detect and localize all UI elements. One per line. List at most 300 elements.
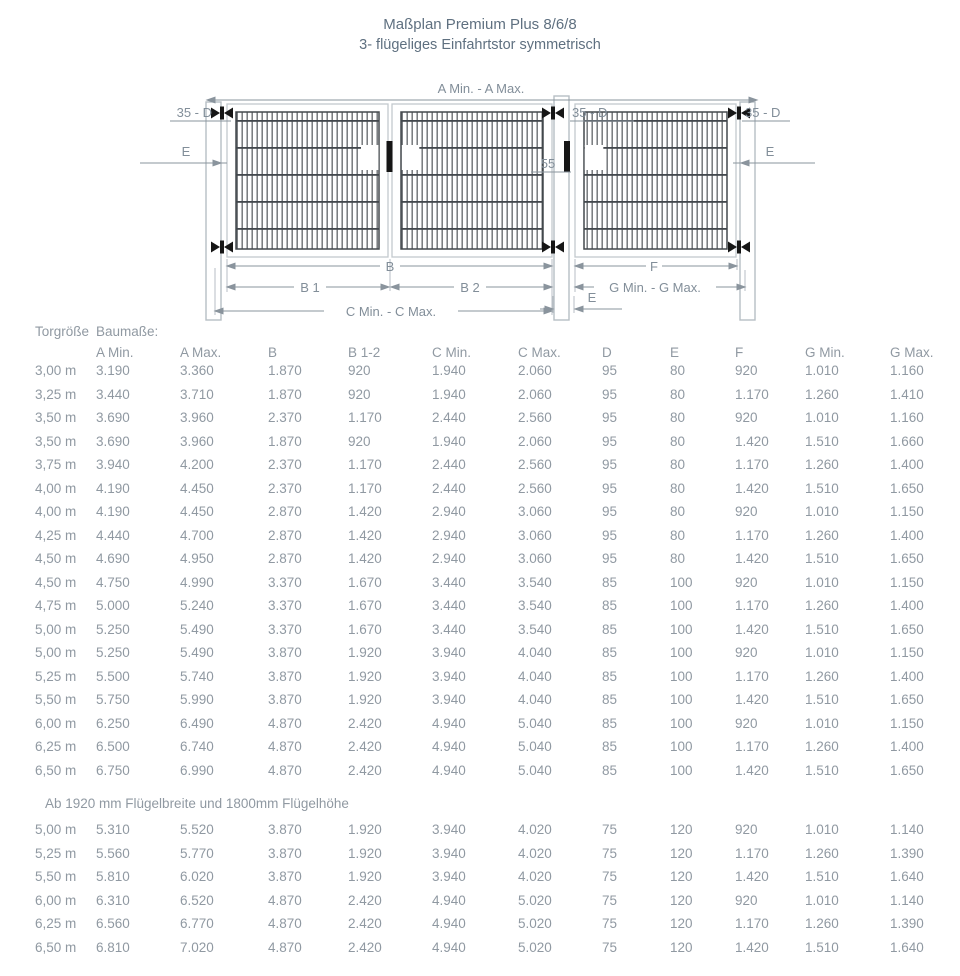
table-cell: 6.490: [180, 715, 214, 731]
table-cell: 920: [348, 433, 371, 449]
table-cell: 80: [670, 480, 686, 496]
table-cell: 1.140: [890, 822, 924, 838]
table-cell: 5.020: [518, 892, 552, 908]
table-cell: 85: [602, 598, 618, 614]
table-cell: 1.420: [735, 692, 769, 708]
table-cell: 5,25 m: [35, 668, 77, 684]
table-cell: 3.940: [432, 692, 466, 708]
table-cell: 1.160: [890, 363, 924, 379]
table-cell: 1.420: [735, 939, 769, 955]
table-cell: 5,25 m: [35, 845, 77, 861]
table-cell: 1.660: [890, 433, 924, 449]
table-cell: 4.020: [518, 845, 552, 861]
label-b2: B 2: [460, 280, 480, 295]
table-cell: 6,00 m: [35, 715, 77, 731]
table-cell: 85: [602, 574, 618, 590]
table-cell: 100: [670, 692, 693, 708]
table-cell: 95: [602, 433, 618, 449]
table-cell: 3.940: [96, 457, 130, 473]
table-row: [0, 759, 960, 783]
table-cell: 5,00 m: [35, 645, 77, 661]
table-cell: 6.810: [96, 939, 130, 955]
table-cell: 5.810: [96, 869, 130, 885]
table-cell: 1.010: [805, 822, 839, 838]
table-cell: 1.170: [348, 457, 382, 473]
table-cell: 3.060: [518, 551, 552, 567]
table-cell: 1.150: [890, 715, 924, 731]
table-cell: 920: [735, 574, 758, 590]
table-cell: 1.400: [890, 668, 924, 684]
table-cell: 1.390: [890, 845, 924, 861]
table-cell: 5,00 m: [35, 822, 77, 838]
table-cell: 2.870: [268, 551, 302, 567]
table-cell: 5.040: [518, 715, 552, 731]
table-cell: 85: [602, 762, 618, 778]
label-b: B: [385, 259, 395, 274]
table-cell: 1.670: [348, 621, 382, 637]
table-cell: 1.170: [735, 668, 769, 684]
table-cell: 120: [670, 822, 693, 838]
table-cell: 1.640: [890, 939, 924, 955]
table-section-large-wings: [0, 818, 960, 959]
table-cell: 4.450: [180, 480, 214, 496]
table-cell: 1.650: [890, 480, 924, 496]
table-cell: 5.520: [180, 822, 214, 838]
table-cell: 4.940: [432, 739, 466, 755]
table-cell: 920: [735, 822, 758, 838]
table-cell: 1.510: [805, 551, 839, 567]
table-cell: 1.870: [268, 433, 302, 449]
table-cell: 3.870: [268, 869, 302, 885]
table-row: [0, 359, 960, 383]
table-cell: 95: [602, 527, 618, 543]
table-cell: 1.510: [805, 762, 839, 778]
column-header: B: [268, 345, 278, 361]
table-cell: 2.560: [518, 410, 552, 426]
label-f: F: [650, 259, 658, 274]
table-row: [0, 618, 960, 642]
table-cell: 4.190: [96, 480, 130, 496]
column-header: Torgröße: [35, 324, 90, 340]
table-row: [0, 383, 960, 407]
table-row: [0, 641, 960, 665]
table-cell: 2.420: [348, 892, 382, 908]
table-cell: 95: [602, 504, 618, 520]
table-cell: 1.260: [805, 527, 839, 543]
table-cell: 3.440: [432, 574, 466, 590]
table-cell: 1.400: [890, 598, 924, 614]
table-cell: 5.250: [96, 645, 130, 661]
label-d-mid: 35 - D: [572, 105, 608, 120]
table-cell: 1.170: [735, 386, 769, 402]
table-row: [0, 547, 960, 571]
table-cell: 2.560: [518, 457, 552, 473]
table-cell: 3.960: [180, 433, 214, 449]
table-cell: 1.920: [348, 668, 382, 684]
table-cell: 1.670: [348, 598, 382, 614]
table-cell: 1.010: [805, 645, 839, 661]
table-cell: 80: [670, 363, 686, 379]
table-cell: 1.920: [348, 845, 382, 861]
table-cell: 2.060: [518, 363, 552, 379]
table-cell: 1.170: [735, 739, 769, 755]
column-header: G Max.: [890, 345, 934, 361]
table-cell: 1.170: [735, 598, 769, 614]
table-cell: 3.540: [518, 621, 552, 637]
label-d-right: 35 - D: [745, 105, 781, 120]
table-row: [0, 430, 960, 454]
table-cell: 80: [670, 504, 686, 520]
table-cell: 4.870: [268, 939, 302, 955]
table-cell: 1.170: [735, 527, 769, 543]
table-cell: 1.420: [735, 433, 769, 449]
page-title: Maßplan Premium Plus 8/6/8: [383, 16, 577, 33]
table-cell: 1.260: [805, 916, 839, 932]
table-cell: 4.940: [432, 762, 466, 778]
table-cell: 100: [670, 621, 693, 637]
table-cell: 1.150: [890, 645, 924, 661]
table-cell: 1.400: [890, 527, 924, 543]
table-cell: 80: [670, 410, 686, 426]
table-cell: 100: [670, 715, 693, 731]
table-section-note: Ab 1920 mm Flügelbreite und 1800mm Flügelhöhe: [45, 796, 349, 811]
table-cell: 920: [735, 410, 758, 426]
table-cell: 2.420: [348, 916, 382, 932]
table-cell: 5.770: [180, 845, 214, 861]
table-cell: 5.490: [180, 621, 214, 637]
table-cell: 4.040: [518, 668, 552, 684]
table-cell: 6.020: [180, 869, 214, 885]
column-header: D: [602, 345, 612, 361]
table-cell: 6,25 m: [35, 916, 77, 932]
table-cell: 3.870: [268, 822, 302, 838]
table-cell: 85: [602, 739, 618, 755]
table-cell: 3.940: [432, 668, 466, 684]
table-cell: 6.560: [96, 916, 130, 932]
page-subtitle: 3- flügeliges Einfahrtstor symmetrisch: [359, 37, 601, 53]
table-cell: 1.260: [805, 739, 839, 755]
table-cell: 85: [602, 715, 618, 731]
table-cell: 1.390: [890, 916, 924, 932]
table-cell: 1.010: [805, 715, 839, 731]
table-cell: 100: [670, 739, 693, 755]
table-cell: 1.010: [805, 410, 839, 426]
table-cell: 920: [348, 386, 371, 402]
table-cell: 1.870: [268, 363, 302, 379]
table-cell: 80: [670, 551, 686, 567]
table-row: [0, 936, 960, 960]
table-row: [0, 842, 960, 866]
table-cell: 2.420: [348, 939, 382, 955]
table-cell: 75: [602, 892, 618, 908]
table-cell: 80: [670, 457, 686, 473]
table-cell: 85: [602, 692, 618, 708]
table-cell: 920: [735, 645, 758, 661]
table-cell: 1.920: [348, 869, 382, 885]
table-cell: 1.420: [735, 869, 769, 885]
table-cell: 4.200: [180, 457, 214, 473]
table-cell: 75: [602, 845, 618, 861]
table-cell: 4,50 m: [35, 574, 77, 590]
table-cell: 1.510: [805, 480, 839, 496]
table-section-standard: [0, 359, 960, 782]
table-cell: 2.940: [432, 551, 466, 567]
table-cell: 100: [670, 645, 693, 661]
table-cell: 4.020: [518, 869, 552, 885]
table-row: [0, 594, 960, 618]
table-cell: 2.060: [518, 433, 552, 449]
table-cell: 1.510: [805, 621, 839, 637]
table-cell: 1.170: [735, 916, 769, 932]
table-cell: 1.150: [890, 504, 924, 520]
table-cell: 920: [348, 363, 371, 379]
table-cell: 1.260: [805, 845, 839, 861]
table-cell: 3.440: [96, 386, 130, 402]
table-cell: 3.940: [432, 869, 466, 885]
table-cell: 4.870: [268, 762, 302, 778]
table-cell: 1.920: [348, 692, 382, 708]
column-header: E: [670, 345, 680, 361]
table-cell: 6.250: [96, 715, 130, 731]
table-row: [0, 865, 960, 889]
table-cell: 4,00 m: [35, 504, 77, 520]
table-cell: 120: [670, 892, 693, 908]
table-cell: 80: [670, 386, 686, 402]
table-cell: 3.870: [268, 668, 302, 684]
table-cell: 4.040: [518, 645, 552, 661]
table-cell: 1.640: [890, 869, 924, 885]
table-cell: 5.560: [96, 845, 130, 861]
table-cell: 3,50 m: [35, 433, 77, 449]
table-cell: 1.160: [890, 410, 924, 426]
table-cell: 6.740: [180, 739, 214, 755]
label-55: 55: [540, 156, 556, 171]
table-cell: 120: [670, 916, 693, 932]
table-cell: 2.420: [348, 762, 382, 778]
table-cell: 1.920: [348, 822, 382, 838]
table-cell: 4.940: [432, 916, 466, 932]
table-cell: 120: [670, 845, 693, 861]
table-cell: 6.750: [96, 762, 130, 778]
table-cell: 6.990: [180, 762, 214, 778]
label-b1: B 1: [300, 280, 320, 295]
table-cell: 1.260: [805, 386, 839, 402]
table-cell: 5.250: [96, 621, 130, 637]
table-cell: 4,25 m: [35, 527, 77, 543]
table-cell: 4.940: [432, 939, 466, 955]
table-cell: 4.190: [96, 504, 130, 520]
table-cell: 95: [602, 457, 618, 473]
table-cell: 4,75 m: [35, 598, 77, 614]
table-cell: 1.010: [805, 504, 839, 520]
table-row: [0, 665, 960, 689]
table-cell: 1.670: [348, 574, 382, 590]
column-header: B 1-2: [348, 345, 381, 361]
table-cell: 85: [602, 645, 618, 661]
table-cell: 3.870: [268, 692, 302, 708]
table-cell: 4,50 m: [35, 551, 77, 567]
table-cell: 3.940: [432, 645, 466, 661]
table-cell: 5.990: [180, 692, 214, 708]
table-cell: 1.010: [805, 363, 839, 379]
table-cell: 920: [735, 715, 758, 731]
table-cell: 6.500: [96, 739, 130, 755]
table-cell: 4.750: [96, 574, 130, 590]
table-cell: 1.170: [348, 480, 382, 496]
table-cell: 3.370: [268, 574, 302, 590]
table-cell: 5.020: [518, 916, 552, 932]
table-row: [0, 571, 960, 595]
table-cell: 4.870: [268, 739, 302, 755]
table-cell: 1.260: [805, 598, 839, 614]
table-cell: 4.440: [96, 527, 130, 543]
table-cell: 2.440: [432, 410, 466, 426]
table-cell: 1.170: [735, 845, 769, 861]
table-row: [0, 688, 960, 712]
table-cell: 3.940: [432, 822, 466, 838]
table-cell: 2.420: [348, 739, 382, 755]
table-cell: 5.740: [180, 668, 214, 684]
table-cell: 75: [602, 916, 618, 932]
table-cell: 6,00 m: [35, 892, 77, 908]
table-cell: 920: [735, 363, 758, 379]
table-cell: 2.420: [348, 715, 382, 731]
table-cell: 5.750: [96, 692, 130, 708]
table-cell: 3.190: [96, 363, 130, 379]
table-cell: 3.870: [268, 645, 302, 661]
table-cell: 120: [670, 869, 693, 885]
table-cell: 3,25 m: [35, 386, 77, 402]
table-cell: 3.370: [268, 621, 302, 637]
table-cell: 1.420: [735, 480, 769, 496]
table-cell: 1.940: [432, 433, 466, 449]
table-cell: 4.450: [180, 504, 214, 520]
table-cell: 95: [602, 363, 618, 379]
label-g-span: G Min. - G Max.: [609, 280, 701, 295]
table-cell: 2.370: [268, 480, 302, 496]
table-cell: 3.440: [432, 621, 466, 637]
table-cell: 4.990: [180, 574, 214, 590]
table-cell: 80: [670, 433, 686, 449]
table-cell: 5.040: [518, 739, 552, 755]
table-cell: 2.440: [432, 480, 466, 496]
table-cell: 7.020: [180, 939, 214, 955]
table-cell: 3.690: [96, 433, 130, 449]
table-cell: 1.510: [805, 692, 839, 708]
column-header: C Min.: [432, 345, 472, 361]
table-cell: 5.310: [96, 822, 130, 838]
column-header: A Max.: [180, 345, 222, 361]
table-cell: 3.940: [432, 845, 466, 861]
table-cell: 80: [670, 527, 686, 543]
table-cell: 6,25 m: [35, 739, 77, 755]
table-cell: 4.950: [180, 551, 214, 567]
table-cell: 1.420: [735, 551, 769, 567]
table-cell: 920: [735, 892, 758, 908]
table-cell: 2.940: [432, 504, 466, 520]
column-header: F: [735, 345, 744, 361]
table-cell: 1.170: [348, 410, 382, 426]
table-cell: 3.060: [518, 527, 552, 543]
table-cell: 3.360: [180, 363, 214, 379]
table-cell: 2.370: [268, 457, 302, 473]
table-cell: 95: [602, 386, 618, 402]
label-a-span: A Min. - A Max.: [437, 81, 525, 96]
table-cell: 5.000: [96, 598, 130, 614]
table-row: [0, 500, 960, 524]
table-cell: 4.700: [180, 527, 214, 543]
table-cell: 5.240: [180, 598, 214, 614]
label-d-left: 35 - D: [176, 105, 212, 120]
table-cell: 5,50 m: [35, 869, 77, 885]
table-cell: 3.440: [432, 598, 466, 614]
table-cell: 6.770: [180, 916, 214, 932]
column-header: A Min.: [96, 345, 134, 361]
table-cell: 120: [670, 939, 693, 955]
table-cell: 2.870: [268, 504, 302, 520]
table-cell: 75: [602, 939, 618, 955]
table-row: [0, 524, 960, 548]
table-cell: 1.650: [890, 551, 924, 567]
table-cell: 2.440: [432, 457, 466, 473]
table-group-header: [0, 320, 960, 344]
label-e-right: E: [765, 144, 775, 159]
table-cell: 1.650: [890, 762, 924, 778]
table-cell: 3.540: [518, 598, 552, 614]
table-cell: 3,00 m: [35, 363, 77, 379]
table-row: [0, 818, 960, 842]
table-cell: 75: [602, 869, 618, 885]
table-cell: 4,00 m: [35, 480, 77, 496]
table-cell: 5.040: [518, 762, 552, 778]
table-cell: 1.940: [432, 386, 466, 402]
table-cell: 1.510: [805, 939, 839, 955]
table-cell: 3.060: [518, 504, 552, 520]
table-cell: 100: [670, 668, 693, 684]
column-header: G Min.: [805, 345, 845, 361]
table-row: [0, 453, 960, 477]
table-cell: 4.020: [518, 822, 552, 838]
label-e-left: E: [181, 144, 191, 159]
table-cell: 2.370: [268, 410, 302, 426]
table-cell: 4.940: [432, 715, 466, 731]
table-cell: 95: [602, 551, 618, 567]
table-cell: 6.310: [96, 892, 130, 908]
table-cell: 1.400: [890, 739, 924, 755]
table-cell: 5,50 m: [35, 692, 77, 708]
table-cell: 75: [602, 822, 618, 838]
table-cell: 100: [670, 574, 693, 590]
table-row: [0, 889, 960, 913]
table-cell: 1.940: [432, 363, 466, 379]
table-cell: 5,00 m: [35, 621, 77, 637]
table-cell: 1.260: [805, 457, 839, 473]
table-cell: 1.140: [890, 892, 924, 908]
table-cell: 5.500: [96, 668, 130, 684]
table-cell: 1.510: [805, 869, 839, 885]
column-header: Baumaße:: [96, 324, 159, 340]
table-cell: 1.260: [805, 668, 839, 684]
table-cell: 4.690: [96, 551, 130, 567]
table-cell: 4.870: [268, 715, 302, 731]
table-cell: 3.960: [180, 410, 214, 426]
table-cell: 1.650: [890, 621, 924, 637]
table-cell: 1.410: [890, 386, 924, 402]
table-cell: 3.370: [268, 598, 302, 614]
table-cell: 1.150: [890, 574, 924, 590]
table-cell: 6,50 m: [35, 762, 77, 778]
table-cell: 1.920: [348, 645, 382, 661]
